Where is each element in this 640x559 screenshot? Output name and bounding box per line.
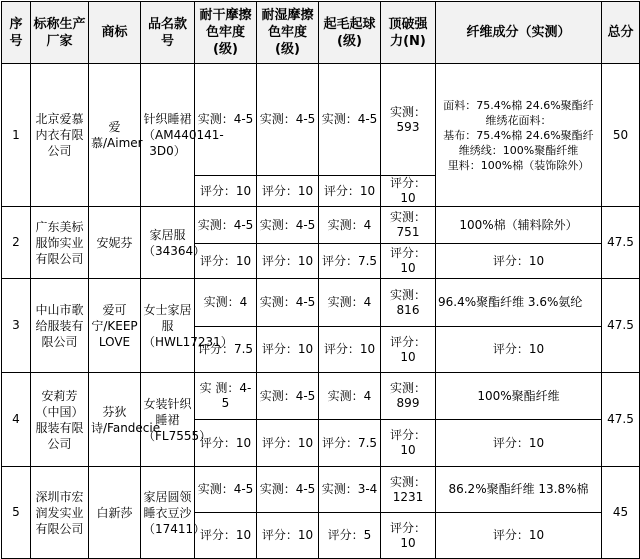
fiber-line: 面料：75.4%棉 24.6%聚酯纤维绣花面料： bbox=[443, 98, 594, 127]
header-wet-fastness: 耐湿摩擦色牢度(级) bbox=[257, 2, 319, 64]
cell-wet-measured: 实测：4-5 bbox=[257, 467, 319, 513]
cell-brand: 爱可宁/KEEP LOVE bbox=[89, 279, 141, 373]
fiber-line: 基布：75.4%棉 24.6%聚酯纤维绣线：100%聚酯纤维 bbox=[443, 128, 594, 157]
cell-burst-measured: 实测：816 bbox=[381, 279, 436, 327]
cell-maker: 安莉芳（中国）服装有限公司 bbox=[31, 373, 89, 467]
cell-burst-score: 评分：10 bbox=[381, 244, 436, 279]
cell-dry-measured: 实测：4-5 bbox=[195, 467, 257, 513]
header-row bbox=[2, 2, 640, 64]
cell-fiber-score: 评分：10 bbox=[436, 244, 602, 279]
cell-dry-measured: 实测：4-5 bbox=[195, 207, 257, 244]
cell-pill-score: 评分：7.5 bbox=[319, 244, 381, 279]
table-row bbox=[2, 279, 640, 327]
cell-dry-measured: 实测：4-5 bbox=[195, 64, 257, 176]
cell-fiber-score: 评分：10 bbox=[436, 513, 602, 559]
fiber-line: 里料：100%棉（装饰除外） bbox=[447, 158, 590, 172]
cell-burst-score: 评分：10 bbox=[381, 327, 436, 373]
cell-dry-measured: 实测：4 bbox=[195, 279, 257, 327]
cell-pill-measured: 实测：4 bbox=[319, 207, 381, 244]
cell-total: 47.5 bbox=[602, 279, 640, 373]
cell-index: 3 bbox=[2, 279, 31, 373]
quality-test-table bbox=[1, 1, 640, 559]
cell-brand: 白新莎 bbox=[89, 467, 141, 559]
cell-fiber-measured: 86.2%聚酯纤维 13.8%棉 bbox=[436, 467, 602, 513]
cell-fiber-score: 评分：10 bbox=[436, 327, 602, 373]
cell-total: 47.5 bbox=[602, 207, 640, 279]
cell-dry-score: 评分：10 bbox=[195, 513, 257, 559]
cell-brand: 爱慕/Aimer bbox=[89, 64, 141, 207]
cell-wet-measured: 实测：4-5 bbox=[257, 207, 319, 244]
header-product: 品名款号 bbox=[141, 2, 195, 64]
header-dry-fastness: 耐干摩擦色牢度(级) bbox=[195, 2, 257, 64]
cell-dry-score: 评分：7.5 bbox=[195, 327, 257, 373]
cell-total: 47.5 bbox=[602, 373, 640, 467]
cell-total: 45 bbox=[602, 467, 640, 559]
cell-dry-score: 评分：10 bbox=[195, 244, 257, 279]
cell-product: 针织睡裙（AM440141-3D0） bbox=[141, 64, 195, 207]
cell-burst-measured: 实测：899 bbox=[381, 373, 436, 420]
cell-index: 2 bbox=[2, 207, 31, 279]
table-row bbox=[2, 373, 640, 420]
cell-fiber-measured: 100%棉（辅料除外） bbox=[436, 207, 602, 244]
header-index: 序号 bbox=[2, 2, 31, 64]
table-row bbox=[2, 467, 640, 513]
cell-fiber-measured: 96.4%聚酯纤维 3.6%氨纶 bbox=[436, 279, 602, 327]
cell-pill-score: 评分：5 bbox=[319, 513, 381, 559]
cell-dry-measured: 实 测：4-5 bbox=[195, 373, 257, 420]
header-fiber: 纤维成分（实测） bbox=[436, 2, 602, 64]
header-total: 总分 bbox=[602, 2, 640, 64]
cell-wet-score: 评分：10 bbox=[257, 327, 319, 373]
cell-index: 5 bbox=[2, 467, 31, 559]
cell-wet-score: 评分：10 bbox=[257, 513, 319, 559]
header-maker: 标称生产厂家 bbox=[31, 2, 89, 64]
cell-total: 50 bbox=[602, 64, 640, 207]
cell-maker: 北京爱慕内衣有限公司 bbox=[31, 64, 89, 207]
cell-pill-measured: 实测：3-4 bbox=[319, 467, 381, 513]
cell-index: 4 bbox=[2, 373, 31, 467]
cell-pill-measured: 实测：4 bbox=[319, 279, 381, 327]
cell-wet-measured: 实测：4-5 bbox=[257, 373, 319, 420]
cell-product: 女装针织睡裙（FL7555） bbox=[141, 373, 195, 467]
header-bursting: 顶破强力(N) bbox=[381, 2, 436, 64]
cell-wet-measured: 实测：4-5 bbox=[257, 64, 319, 176]
cell-pill-score: 评分：10 bbox=[319, 176, 381, 207]
cell-burst-score: 评分：10 bbox=[381, 420, 436, 467]
cell-dry-score: 评分：10 bbox=[195, 420, 257, 467]
cell-pill-measured: 实测：4-5 bbox=[319, 64, 381, 176]
cell-fiber bbox=[436, 64, 602, 207]
table-row bbox=[2, 207, 640, 244]
cell-product: 家居圆领睡衣豆沙（17411） bbox=[141, 467, 195, 559]
cell-wet-measured: 实测：4-5 bbox=[257, 279, 319, 327]
header-brand: 商标 bbox=[89, 2, 141, 64]
cell-maker: 中山市歌给服装有限公司 bbox=[31, 279, 89, 373]
cell-maker: 广东美标服饰实业有限公司 bbox=[31, 207, 89, 279]
cell-wet-score: 评分：10 bbox=[257, 176, 319, 207]
cell-pill-score: 评分：10 bbox=[319, 327, 381, 373]
cell-fiber-measured: 100%聚酯纤维 bbox=[436, 373, 602, 420]
cell-burst-measured: 实测：751 bbox=[381, 207, 436, 244]
cell-maker: 深圳市宏润发实业有限公司 bbox=[31, 467, 89, 559]
header-pilling: 起毛起球(级) bbox=[319, 2, 381, 64]
cell-brand: 芬狄诗/Fandecie bbox=[89, 373, 141, 467]
cell-dry-score: 评分：10 bbox=[195, 176, 257, 207]
cell-wet-score: 评分：10 bbox=[257, 244, 319, 279]
cell-product: 家居服（34364） bbox=[141, 207, 195, 279]
cell-brand: 安妮芬 bbox=[89, 207, 141, 279]
cell-wet-score: 评分：10 bbox=[257, 420, 319, 467]
cell-pill-measured: 实测：4 bbox=[319, 373, 381, 420]
cell-index: 1 bbox=[2, 64, 31, 207]
cell-pill-score: 评分：7.5 bbox=[319, 420, 381, 467]
cell-fiber-score: 评分：10 bbox=[436, 420, 602, 467]
table-row bbox=[2, 64, 640, 176]
cell-burst-score: 评分：10 bbox=[381, 513, 436, 559]
cell-burst-measured: 实测：1231 bbox=[381, 467, 436, 513]
cell-burst-measured: 实测：593 bbox=[381, 64, 436, 176]
cell-burst-score: 评分：10 bbox=[381, 176, 436, 207]
cell-product: 女士家居服（HWL17231） bbox=[141, 279, 195, 373]
